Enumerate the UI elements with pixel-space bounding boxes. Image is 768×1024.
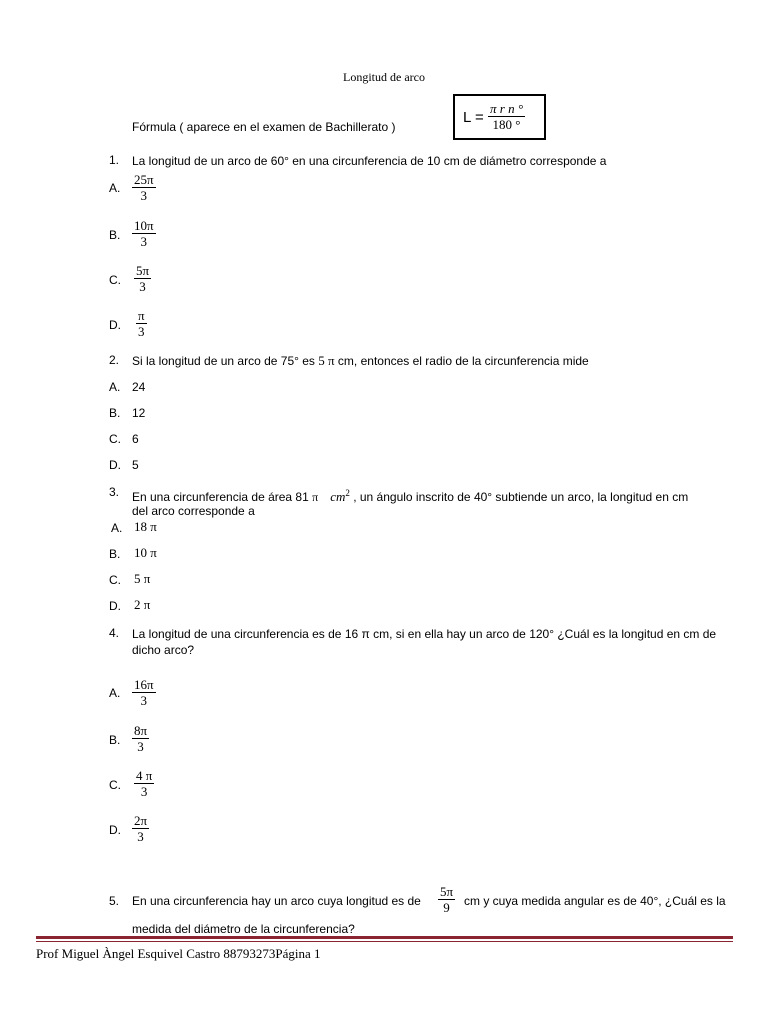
option-fraction bbox=[132, 813, 149, 844]
formula-label: Fórmula ( aparece en el examen de Bachillerato ) bbox=[132, 120, 396, 134]
question-text-part: cm y cuya medida angular es de 40°, ¿Cuál es la bbox=[464, 894, 726, 908]
formula-box bbox=[453, 94, 546, 140]
fraction-numerator: 25π bbox=[134, 172, 154, 187]
option-value: 24 bbox=[132, 380, 146, 394]
option-value: 5 π bbox=[134, 571, 151, 586]
option-letter: D. bbox=[109, 823, 121, 837]
option-letter: C. bbox=[109, 273, 121, 287]
question-text-part: , un ángulo inscrito de 40° subtiende un arco, la longitud en cm bbox=[349, 490, 689, 504]
formula-denominator: 180 ° bbox=[492, 117, 521, 132]
option-letter: A. bbox=[109, 380, 121, 394]
formula-lhs: L = bbox=[463, 109, 484, 126]
question-text: La longitud de una circunferencia es de 16 π cm, si en ella hay un arco de 120° ¿Cuál es la longitud en cm de dicho arco? bbox=[132, 627, 717, 657]
question-number: 2. bbox=[109, 353, 120, 367]
option-fraction bbox=[134, 263, 151, 294]
fraction-denominator: 3 bbox=[137, 739, 144, 754]
option-letter: D. bbox=[109, 599, 121, 613]
fraction-denominator: 3 bbox=[140, 234, 148, 249]
question-text-part: cm, entonces el radio de la circunferencia mide bbox=[334, 354, 589, 368]
option-letter: D. bbox=[109, 318, 121, 332]
option-letter: B. bbox=[109, 228, 121, 242]
option-value: 18 π bbox=[134, 519, 157, 534]
question-text-part: En una circunferencia hay un arco cuya longitud es de bbox=[132, 894, 421, 908]
question-number: 5. bbox=[109, 894, 120, 908]
option-value: 6 bbox=[132, 432, 139, 446]
fraction-denominator: 9 bbox=[443, 900, 450, 915]
footer-rule bbox=[36, 936, 733, 939]
option-letter: C. bbox=[109, 432, 121, 446]
fraction-numerator: 10π bbox=[134, 218, 154, 233]
option-value: 2 π bbox=[134, 597, 151, 612]
question-number: 3. bbox=[109, 485, 120, 499]
option-value: 5 bbox=[132, 458, 139, 472]
question-text-part: En una circunferencia de área 81 bbox=[132, 490, 313, 504]
option-letter: A. bbox=[111, 521, 123, 535]
inline-fraction bbox=[438, 884, 455, 915]
option-letter: C. bbox=[109, 573, 121, 587]
question-number: 1. bbox=[109, 153, 120, 167]
option-fraction bbox=[132, 677, 156, 708]
option-value: 12 bbox=[132, 406, 146, 420]
unit-exponent: 2 bbox=[345, 488, 350, 498]
question-text: La longitud de un arco de 60° en una circunferencia de 10 cm de diámetro corresponde a bbox=[132, 154, 607, 168]
fraction-numerator: 4 π bbox=[136, 768, 153, 783]
fraction-numerator: 2π bbox=[134, 813, 148, 828]
fraction-denominator: 3 bbox=[140, 188, 148, 203]
option-letter: A. bbox=[109, 181, 121, 195]
page-title: Longitud de arco bbox=[343, 70, 425, 84]
option-fraction bbox=[132, 723, 149, 754]
question-text-line2: del arco corresponde a bbox=[132, 504, 255, 518]
fraction-denominator: 3 bbox=[140, 693, 148, 708]
math-expression: 5 π bbox=[318, 353, 335, 368]
option-value: 10 π bbox=[134, 545, 157, 560]
option-letter: B. bbox=[109, 406, 121, 420]
formula-numerator: π r n ° bbox=[490, 101, 524, 116]
unit-cm: cm bbox=[330, 489, 346, 504]
fraction-denominator: 3 bbox=[140, 784, 148, 799]
page-footer: Prof Miguel Àngel Esquivel Castro 88793273Página 1 bbox=[36, 946, 321, 961]
question-text-part: Si la longitud de un arco de 75° es bbox=[132, 354, 319, 368]
question-number: 4. bbox=[109, 626, 120, 640]
question-text bbox=[132, 485, 732, 505]
formula-fraction bbox=[488, 101, 525, 132]
pi-symbol: π bbox=[312, 490, 319, 504]
option-fraction bbox=[136, 308, 147, 339]
fraction-denominator: 3 bbox=[139, 279, 146, 294]
option-fraction bbox=[132, 218, 156, 249]
fraction-numerator: 8π bbox=[134, 723, 148, 738]
option-letter: A. bbox=[109, 686, 121, 700]
fraction-numerator: π bbox=[138, 308, 145, 323]
option-fraction bbox=[134, 768, 154, 799]
fraction-denominator: 3 bbox=[137, 829, 144, 844]
fraction-numerator: 5π bbox=[136, 263, 150, 278]
option-letter: B. bbox=[109, 733, 121, 747]
fraction-numerator: 5π bbox=[440, 884, 454, 899]
option-letter: C. bbox=[109, 778, 121, 792]
question-text-line2: medida del diámetro de la circunferencia? bbox=[132, 922, 355, 936]
option-letter: B. bbox=[109, 547, 121, 561]
question-text bbox=[132, 353, 732, 369]
option-letter: D. bbox=[109, 458, 121, 472]
fraction-numerator: 16π bbox=[134, 677, 154, 692]
fraction-denominator: 3 bbox=[138, 324, 145, 339]
option-fraction bbox=[132, 172, 156, 203]
footer-rule-thin bbox=[36, 941, 733, 942]
